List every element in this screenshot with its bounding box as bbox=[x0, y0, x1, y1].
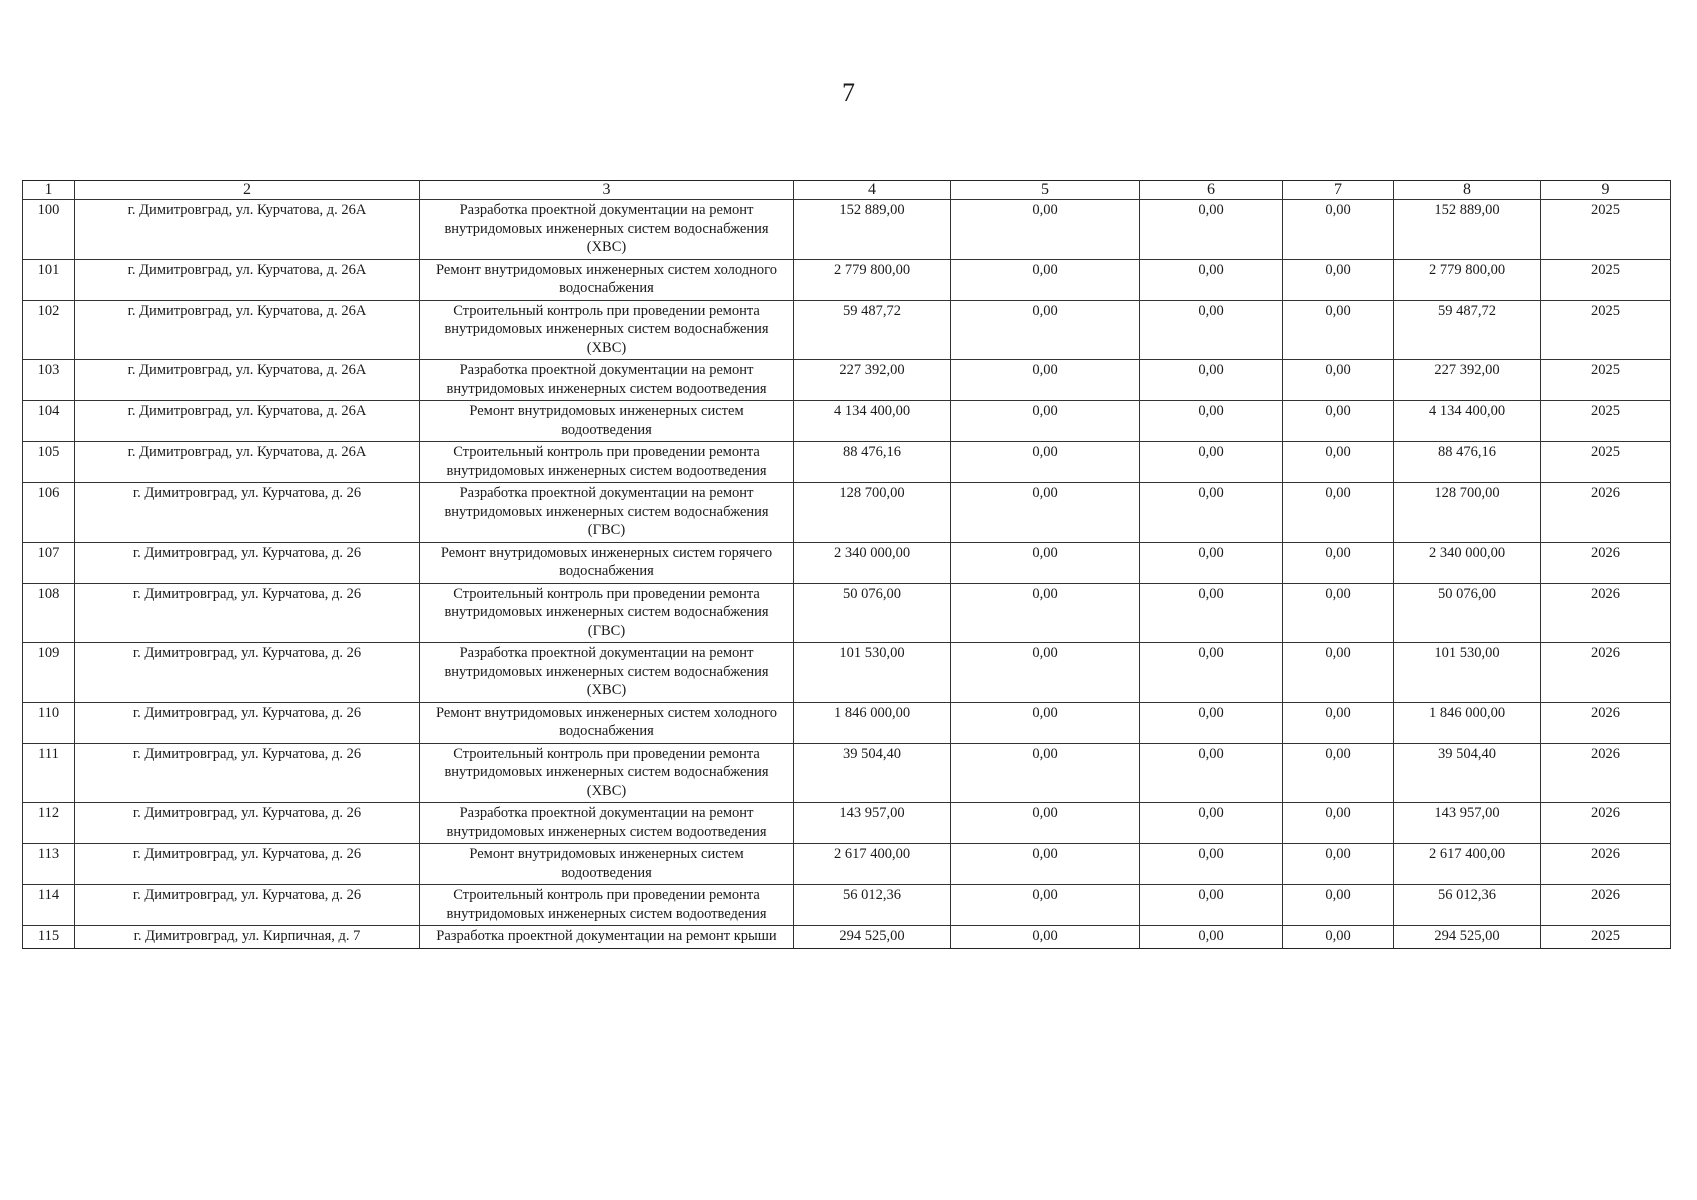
col5-cell: 0,00 bbox=[951, 483, 1140, 543]
row-number: 100 bbox=[23, 200, 75, 260]
year-cell: 2026 bbox=[1541, 583, 1671, 643]
address-cell: г. Димитровград, ул. Курчатова, д. 26 bbox=[75, 483, 420, 543]
total-cost-cell: 56 012,36 bbox=[794, 885, 951, 926]
col5-cell: 0,00 bbox=[951, 542, 1140, 583]
year-cell: 2026 bbox=[1541, 702, 1671, 743]
table-body bbox=[23, 200, 1671, 949]
table-row bbox=[23, 743, 1671, 803]
col5-cell: 0,00 bbox=[951, 643, 1140, 703]
col6-cell: 0,00 bbox=[1140, 702, 1283, 743]
col6-cell: 0,00 bbox=[1140, 300, 1283, 360]
col6-cell: 0,00 bbox=[1140, 926, 1283, 949]
col7-cell: 0,00 bbox=[1283, 844, 1394, 885]
total-cost-cell: 2 340 000,00 bbox=[794, 542, 951, 583]
col6-cell: 0,00 bbox=[1140, 442, 1283, 483]
col7-cell: 0,00 bbox=[1283, 702, 1394, 743]
total-cost-cell: 101 530,00 bbox=[794, 643, 951, 703]
column-header-1: 1 bbox=[23, 181, 75, 200]
col6-cell: 0,00 bbox=[1140, 583, 1283, 643]
year-cell: 2026 bbox=[1541, 743, 1671, 803]
col6-cell: 0,00 bbox=[1140, 542, 1283, 583]
work-type-cell: Строительный контроль при проведении ремонта внутридомовых инженерных систем водоотведения bbox=[420, 885, 794, 926]
table-row bbox=[23, 300, 1671, 360]
table-row bbox=[23, 542, 1671, 583]
col7-cell: 0,00 bbox=[1283, 360, 1394, 401]
address-cell: г. Димитровград, ул. Курчатова, д. 26 bbox=[75, 743, 420, 803]
fund-cost-cell: 128 700,00 bbox=[1394, 483, 1541, 543]
fund-cost-cell: 88 476,16 bbox=[1394, 442, 1541, 483]
col5-cell: 0,00 bbox=[951, 442, 1140, 483]
address-cell: г. Димитровград, ул. Курчатова, д. 26 bbox=[75, 583, 420, 643]
col5-cell: 0,00 bbox=[951, 702, 1140, 743]
address-cell: г. Димитровград, ул. Курчатова, д. 26 bbox=[75, 885, 420, 926]
table-header-row bbox=[23, 181, 1671, 200]
address-cell: г. Димитровград, ул. Курчатова, д. 26 bbox=[75, 702, 420, 743]
table-row bbox=[23, 643, 1671, 703]
fund-cost-cell: 56 012,36 bbox=[1394, 885, 1541, 926]
year-cell: 2026 bbox=[1541, 885, 1671, 926]
address-cell: г. Димитровград, ул. Курчатова, д. 26 bbox=[75, 844, 420, 885]
address-cell: г. Димитровград, ул. Курчатова, д. 26А bbox=[75, 200, 420, 260]
repair-program-table bbox=[22, 180, 1671, 949]
col5-cell: 0,00 bbox=[951, 926, 1140, 949]
table-row bbox=[23, 360, 1671, 401]
work-type-cell: Разработка проектной документации на ремонт внутридомовых инженерных систем водоснабжения (ГВС) bbox=[420, 483, 794, 543]
col5-cell: 0,00 bbox=[951, 200, 1140, 260]
column-header-2: 2 bbox=[75, 181, 420, 200]
col5-cell: 0,00 bbox=[951, 844, 1140, 885]
table-row bbox=[23, 885, 1671, 926]
year-cell: 2025 bbox=[1541, 926, 1671, 949]
address-cell: г. Димитровград, ул. Курчатова, д. 26 bbox=[75, 542, 420, 583]
work-type-cell: Разработка проектной документации на ремонт внутридомовых инженерных систем водоотведения bbox=[420, 803, 794, 844]
col7-cell: 0,00 bbox=[1283, 259, 1394, 300]
table-row bbox=[23, 483, 1671, 543]
total-cost-cell: 4 134 400,00 bbox=[794, 401, 951, 442]
table-row bbox=[23, 442, 1671, 483]
total-cost-cell: 128 700,00 bbox=[794, 483, 951, 543]
total-cost-cell: 143 957,00 bbox=[794, 803, 951, 844]
row-number: 114 bbox=[23, 885, 75, 926]
row-number: 102 bbox=[23, 300, 75, 360]
col6-cell: 0,00 bbox=[1140, 643, 1283, 703]
table-row bbox=[23, 259, 1671, 300]
total-cost-cell: 59 487,72 bbox=[794, 300, 951, 360]
total-cost-cell: 1 846 000,00 bbox=[794, 702, 951, 743]
table-row bbox=[23, 401, 1671, 442]
work-type-cell: Разработка проектной документации на ремонт внутридомовых инженерных систем водоснабжения (ХВС) bbox=[420, 643, 794, 703]
total-cost-cell: 2 617 400,00 bbox=[794, 844, 951, 885]
col5-cell: 0,00 bbox=[951, 259, 1140, 300]
total-cost-cell: 39 504,40 bbox=[794, 743, 951, 803]
col7-cell: 0,00 bbox=[1283, 743, 1394, 803]
fund-cost-cell: 294 525,00 bbox=[1394, 926, 1541, 949]
col5-cell: 0,00 bbox=[951, 885, 1140, 926]
col7-cell: 0,00 bbox=[1283, 483, 1394, 543]
column-header-9: 9 bbox=[1541, 181, 1671, 200]
col6-cell: 0,00 bbox=[1140, 483, 1283, 543]
col6-cell: 0,00 bbox=[1140, 259, 1283, 300]
year-cell: 2026 bbox=[1541, 542, 1671, 583]
work-type-cell: Строительный контроль при проведении ремонта внутридомовых инженерных систем водоснабжения (ХВС) bbox=[420, 300, 794, 360]
table-row bbox=[23, 583, 1671, 643]
row-number: 112 bbox=[23, 803, 75, 844]
address-cell: г. Димитровград, ул. Кирпичная, д. 7 bbox=[75, 926, 420, 949]
fund-cost-cell: 2 617 400,00 bbox=[1394, 844, 1541, 885]
address-cell: г. Димитровград, ул. Курчатова, д. 26А bbox=[75, 442, 420, 483]
col7-cell: 0,00 bbox=[1283, 926, 1394, 949]
col6-cell: 0,00 bbox=[1140, 360, 1283, 401]
fund-cost-cell: 39 504,40 bbox=[1394, 743, 1541, 803]
table-row bbox=[23, 844, 1671, 885]
fund-cost-cell: 227 392,00 bbox=[1394, 360, 1541, 401]
col7-cell: 0,00 bbox=[1283, 583, 1394, 643]
total-cost-cell: 227 392,00 bbox=[794, 360, 951, 401]
column-header-6: 6 bbox=[1140, 181, 1283, 200]
work-type-cell: Строительный контроль при проведении ремонта внутридомовых инженерных систем водоотведения bbox=[420, 442, 794, 483]
year-cell: 2026 bbox=[1541, 844, 1671, 885]
address-cell: г. Димитровград, ул. Курчатова, д. 26 bbox=[75, 643, 420, 703]
address-cell: г. Димитровград, ул. Курчатова, д. 26А bbox=[75, 259, 420, 300]
fund-cost-cell: 152 889,00 bbox=[1394, 200, 1541, 260]
row-number: 111 bbox=[23, 743, 75, 803]
total-cost-cell: 2 779 800,00 bbox=[794, 259, 951, 300]
fund-cost-cell: 101 530,00 bbox=[1394, 643, 1541, 703]
column-header-4: 4 bbox=[794, 181, 951, 200]
year-cell: 2025 bbox=[1541, 442, 1671, 483]
col5-cell: 0,00 bbox=[951, 300, 1140, 360]
fund-cost-cell: 2 340 000,00 bbox=[1394, 542, 1541, 583]
row-number: 108 bbox=[23, 583, 75, 643]
year-cell: 2025 bbox=[1541, 300, 1671, 360]
work-type-cell: Ремонт внутридомовых инженерных систем водоотведения bbox=[420, 844, 794, 885]
row-number: 115 bbox=[23, 926, 75, 949]
year-cell: 2026 bbox=[1541, 803, 1671, 844]
year-cell: 2025 bbox=[1541, 200, 1671, 260]
row-number: 110 bbox=[23, 702, 75, 743]
col6-cell: 0,00 bbox=[1140, 401, 1283, 442]
fund-cost-cell: 2 779 800,00 bbox=[1394, 259, 1541, 300]
col7-cell: 0,00 bbox=[1283, 401, 1394, 442]
row-number: 109 bbox=[23, 643, 75, 703]
fund-cost-cell: 59 487,72 bbox=[1394, 300, 1541, 360]
total-cost-cell: 152 889,00 bbox=[794, 200, 951, 260]
work-type-cell: Ремонт внутридомовых инженерных систем холодного водоснабжения bbox=[420, 702, 794, 743]
total-cost-cell: 88 476,16 bbox=[794, 442, 951, 483]
year-cell: 2025 bbox=[1541, 259, 1671, 300]
column-header-8: 8 bbox=[1394, 181, 1541, 200]
table-row bbox=[23, 702, 1671, 743]
address-cell: г. Димитровград, ул. Курчатова, д. 26А bbox=[75, 300, 420, 360]
address-cell: г. Димитровград, ул. Курчатова, д. 26А bbox=[75, 360, 420, 401]
col6-cell: 0,00 bbox=[1140, 803, 1283, 844]
col5-cell: 0,00 bbox=[951, 360, 1140, 401]
fund-cost-cell: 143 957,00 bbox=[1394, 803, 1541, 844]
address-cell: г. Димитровград, ул. Курчатова, д. 26 bbox=[75, 803, 420, 844]
col6-cell: 0,00 bbox=[1140, 885, 1283, 926]
fund-cost-cell: 4 134 400,00 bbox=[1394, 401, 1541, 442]
row-number: 113 bbox=[23, 844, 75, 885]
address-cell: г. Димитровград, ул. Курчатова, д. 26А bbox=[75, 401, 420, 442]
page-number: 7 bbox=[842, 78, 855, 107]
row-number: 105 bbox=[23, 442, 75, 483]
work-type-cell: Разработка проектной документации на ремонт крыши bbox=[420, 926, 794, 949]
col6-cell: 0,00 bbox=[1140, 200, 1283, 260]
col5-cell: 0,00 bbox=[951, 583, 1140, 643]
row-number: 104 bbox=[23, 401, 75, 442]
table-row bbox=[23, 200, 1671, 260]
col7-cell: 0,00 bbox=[1283, 200, 1394, 260]
total-cost-cell: 50 076,00 bbox=[794, 583, 951, 643]
col5-cell: 0,00 bbox=[951, 401, 1140, 442]
col6-cell: 0,00 bbox=[1140, 743, 1283, 803]
table-row bbox=[23, 803, 1671, 844]
year-cell: 2025 bbox=[1541, 401, 1671, 442]
fund-cost-cell: 1 846 000,00 bbox=[1394, 702, 1541, 743]
col7-cell: 0,00 bbox=[1283, 643, 1394, 703]
col7-cell: 0,00 bbox=[1283, 542, 1394, 583]
column-header-7: 7 bbox=[1283, 181, 1394, 200]
col7-cell: 0,00 bbox=[1283, 885, 1394, 926]
row-number: 106 bbox=[23, 483, 75, 543]
col7-cell: 0,00 bbox=[1283, 300, 1394, 360]
year-cell: 2025 bbox=[1541, 360, 1671, 401]
total-cost-cell: 294 525,00 bbox=[794, 926, 951, 949]
column-header-5: 5 bbox=[951, 181, 1140, 200]
work-type-cell: Ремонт внутридомовых инженерных систем холодного водоснабжения bbox=[420, 259, 794, 300]
table-row bbox=[23, 926, 1671, 949]
col5-cell: 0,00 bbox=[951, 803, 1140, 844]
row-number: 103 bbox=[23, 360, 75, 401]
work-type-cell: Разработка проектной документации на ремонт внутридомовых инженерных систем водоснабжения (ХВС) bbox=[420, 200, 794, 260]
work-type-cell: Строительный контроль при проведении ремонта внутридомовых инженерных систем водоснабжения (ХВС) bbox=[420, 743, 794, 803]
year-cell: 2026 bbox=[1541, 483, 1671, 543]
col7-cell: 0,00 bbox=[1283, 442, 1394, 483]
col5-cell: 0,00 bbox=[951, 743, 1140, 803]
year-cell: 2026 bbox=[1541, 643, 1671, 703]
col7-cell: 0,00 bbox=[1283, 803, 1394, 844]
col6-cell: 0,00 bbox=[1140, 844, 1283, 885]
column-header-3: 3 bbox=[420, 181, 794, 200]
work-type-cell: Ремонт внутридомовых инженерных систем водоотведения bbox=[420, 401, 794, 442]
work-type-cell: Строительный контроль при проведении ремонта внутридомовых инженерных систем водоснабжения (ГВС) bbox=[420, 583, 794, 643]
work-type-cell: Ремонт внутридомовых инженерных систем горячего водоснабжения bbox=[420, 542, 794, 583]
table-container bbox=[22, 180, 1670, 949]
row-number: 101 bbox=[23, 259, 75, 300]
fund-cost-cell: 50 076,00 bbox=[1394, 583, 1541, 643]
row-number: 107 bbox=[23, 542, 75, 583]
work-type-cell: Разработка проектной документации на ремонт внутридомовых инженерных систем водоотведения bbox=[420, 360, 794, 401]
